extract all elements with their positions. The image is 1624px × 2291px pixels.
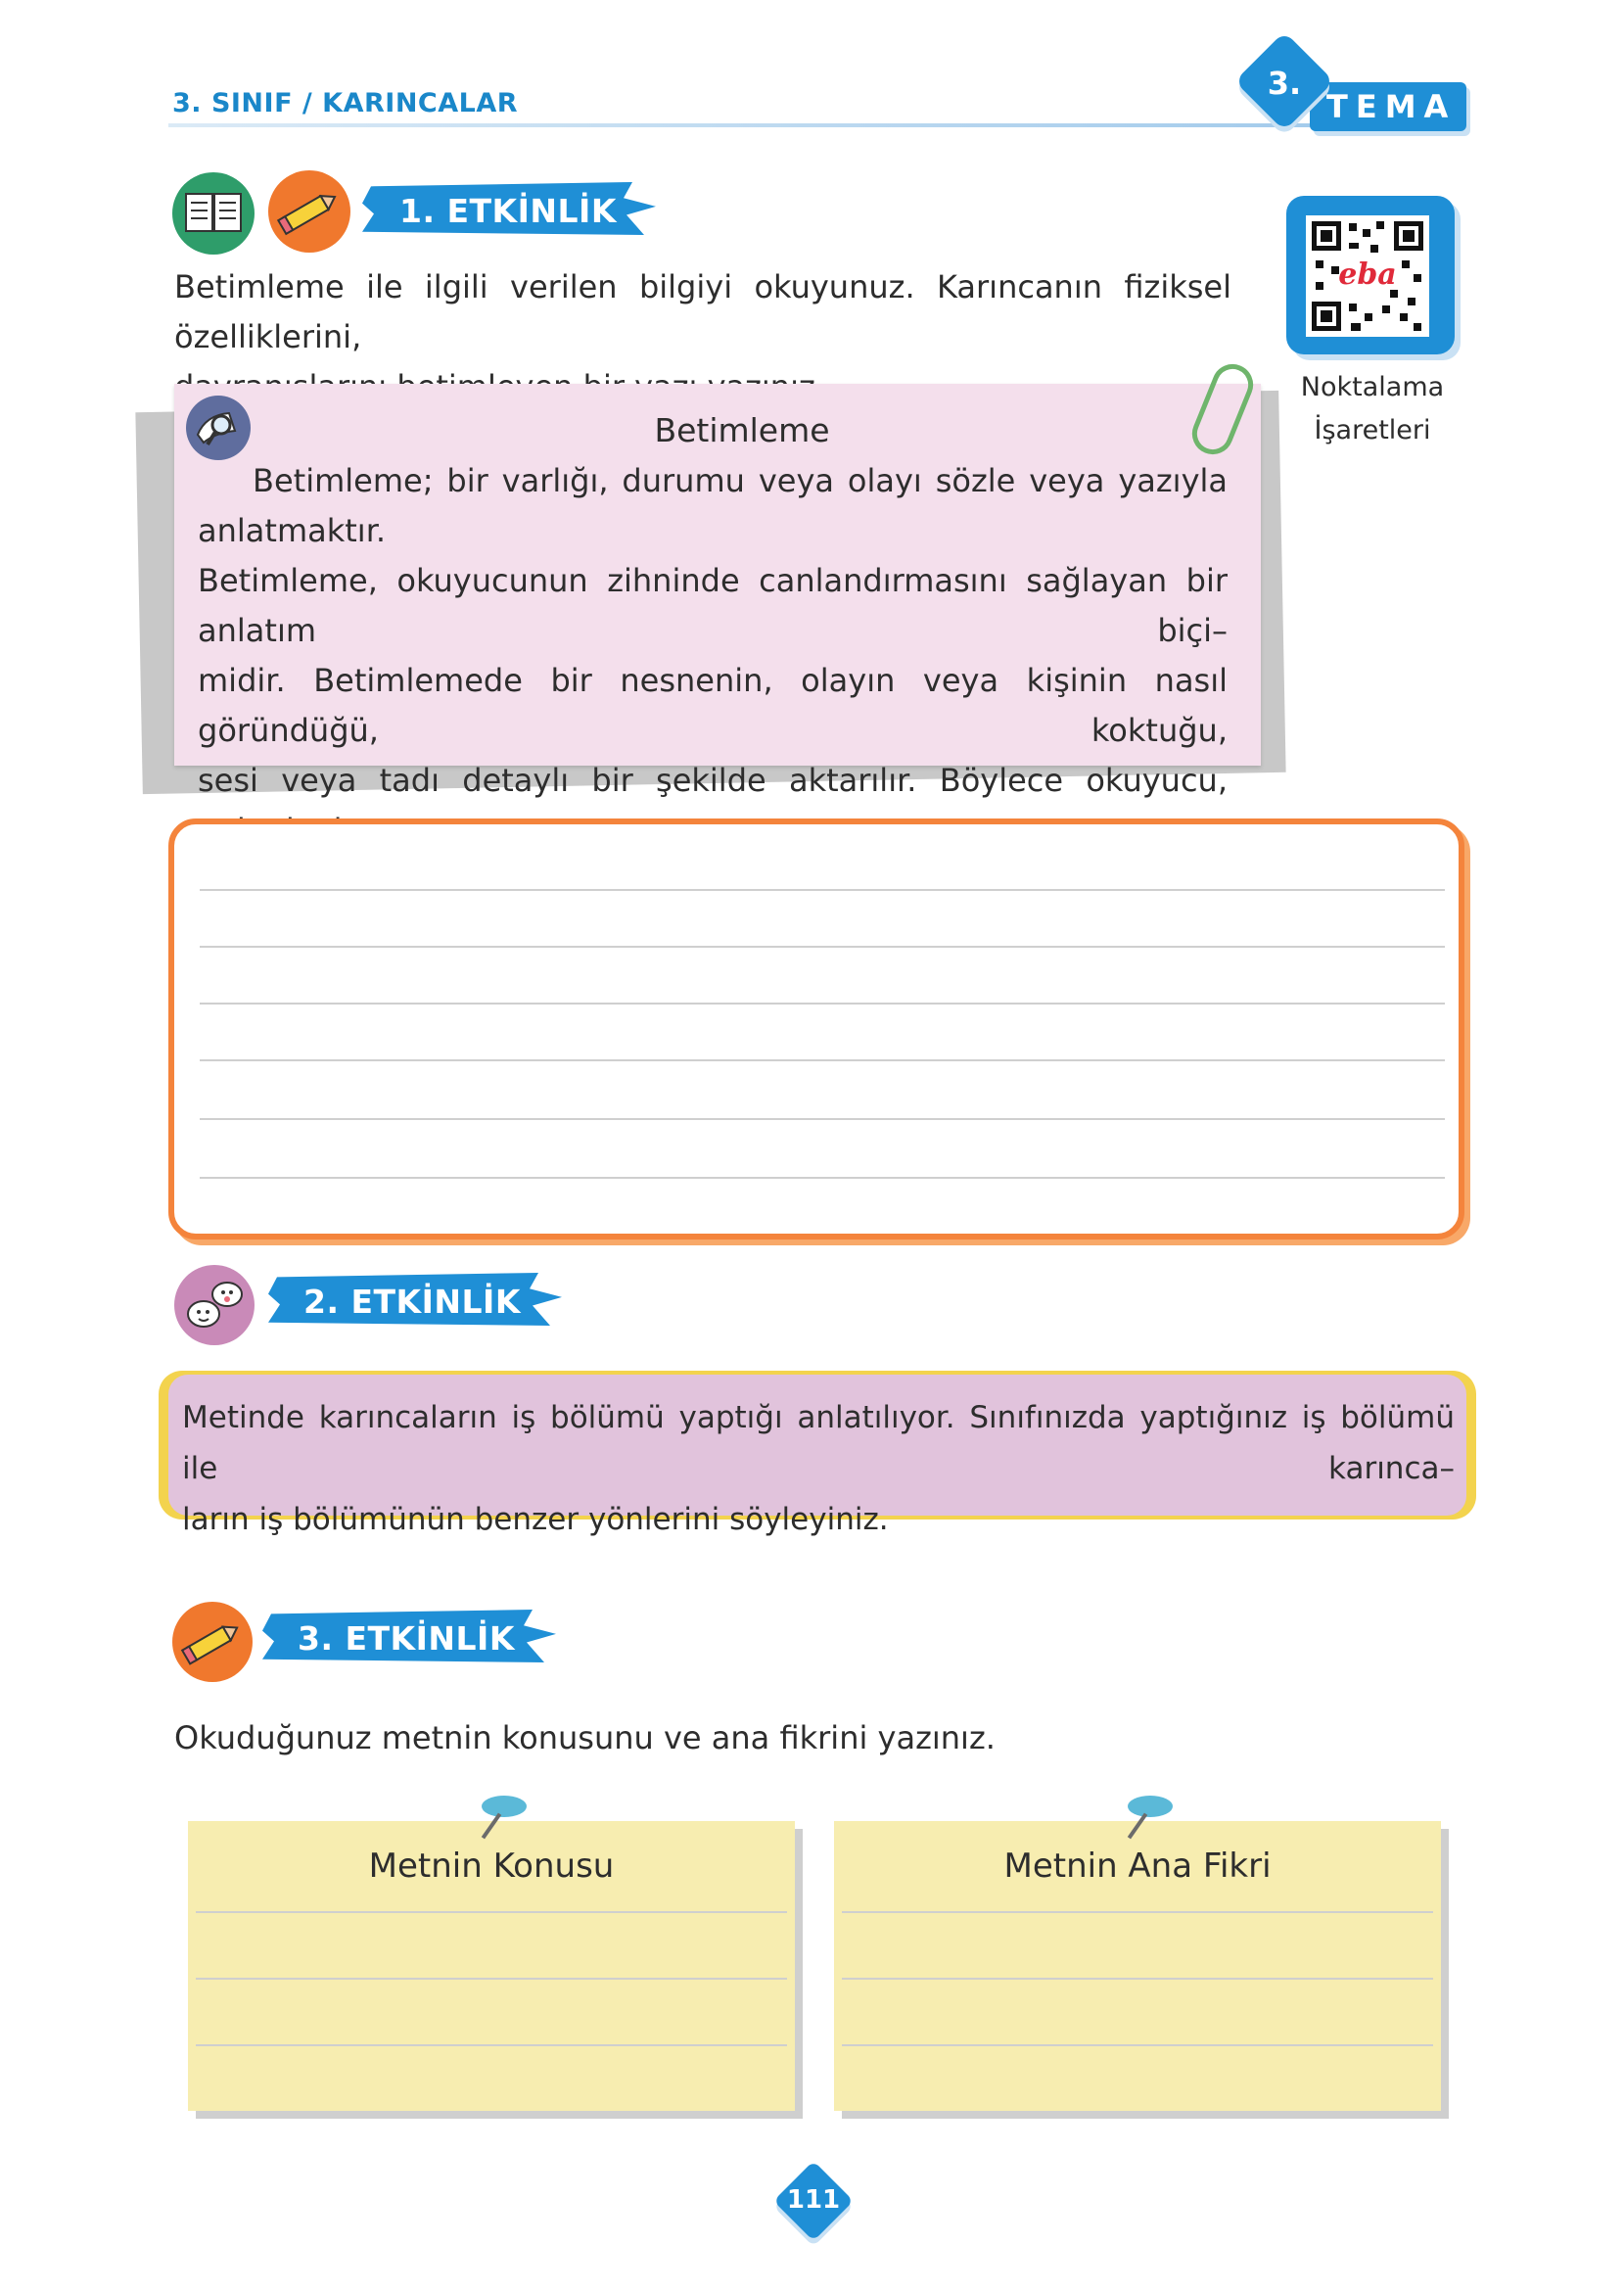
note-line[interactable] [196,1978,787,1980]
info-card-line: midir. Betimlemede bir nesnenin, olayın veya kişinin nasıl göründüğü, koktuğu, [198,662,1228,749]
pencil-icon [268,170,350,253]
activity1-instruction-line1: Betimleme ile ilgili verilen bilgiyi okuyunuz. Karıncanın fiziksel özelliklerini, [174,268,1231,355]
qr-code[interactable] [1306,215,1429,337]
writing-line[interactable] [200,946,1445,948]
activity2-label: 2. ETKİNLİK [303,1283,521,1321]
note-line[interactable] [842,1978,1433,1980]
writing-line[interactable] [200,1003,1445,1005]
info-card-line: Betimleme, okuyucunun zihninde canlandırmasını sağlayan bir anlatım biçi– [198,562,1228,649]
writing-line[interactable] [200,889,1445,891]
activity2-text-line1: Metinde karıncaların iş bölümü yaptığı anlatılıyor. Sınıfınızda yaptığınız iş bölümü ile karınca– [182,1400,1455,1486]
activity3-label: 3. ETKİNLİK [298,1619,515,1658]
note-line[interactable] [842,1911,1433,1913]
activity2-text [182,1392,1455,1545]
writing-line[interactable] [200,1177,1445,1179]
info-card-line: Betimleme; bir varlığı, durumu veya olayı sözle veya yazıyla anlatmaktır. [198,462,1228,549]
pencil-icon [172,1602,253,1682]
tema-number: 3. [1267,65,1302,102]
pushpin-icon [1128,1796,1173,1817]
note-line[interactable] [196,2044,787,2046]
note-konu-title: Metnin Konusu [368,1847,615,1886]
page-number: 111 [786,2185,841,2215]
pushpin-icon [482,1796,527,1817]
activity2-text-line2: ların iş bölümünün benzer yönlerini söyleyiniz. [182,1502,889,1537]
writing-line[interactable] [200,1059,1445,1061]
activity1-label: 1. ETKİNLİK [399,192,617,230]
info-card-line: sesi veya tadı detaylı bir şekilde aktarılır. Böylece okuyucu, [198,762,1228,799]
note-konu[interactable] [188,1821,795,2111]
header-divider [168,123,1470,127]
qr-caption-line1: Noktalama [1300,372,1445,402]
qr-caption-line2: İşaretleri [1314,415,1431,445]
header-title: 3. SINIF / KARINCALAR [172,88,519,118]
speech-bubbles-icon [174,1265,255,1345]
activity3-instruction: Okuduğunuz metnin konusunu ve ana fikrini yazınız. [174,1719,996,1756]
note-line[interactable] [196,1911,787,1913]
tema-label: TEMA [1326,88,1457,125]
writing-area[interactable] [168,818,1464,1239]
note-line[interactable] [842,2044,1433,2046]
qr-caption [1288,366,1457,452]
eba-logo: eba [1338,257,1397,292]
info-card-title: Betimleme [654,411,830,449]
note-ana-fikir[interactable] [834,1821,1441,2111]
qr-code-icon [1306,215,1429,337]
writing-line[interactable] [200,1118,1445,1120]
note-ana-fikir-title: Metnin Ana Fikri [1003,1847,1272,1886]
book-icon [172,172,255,255]
